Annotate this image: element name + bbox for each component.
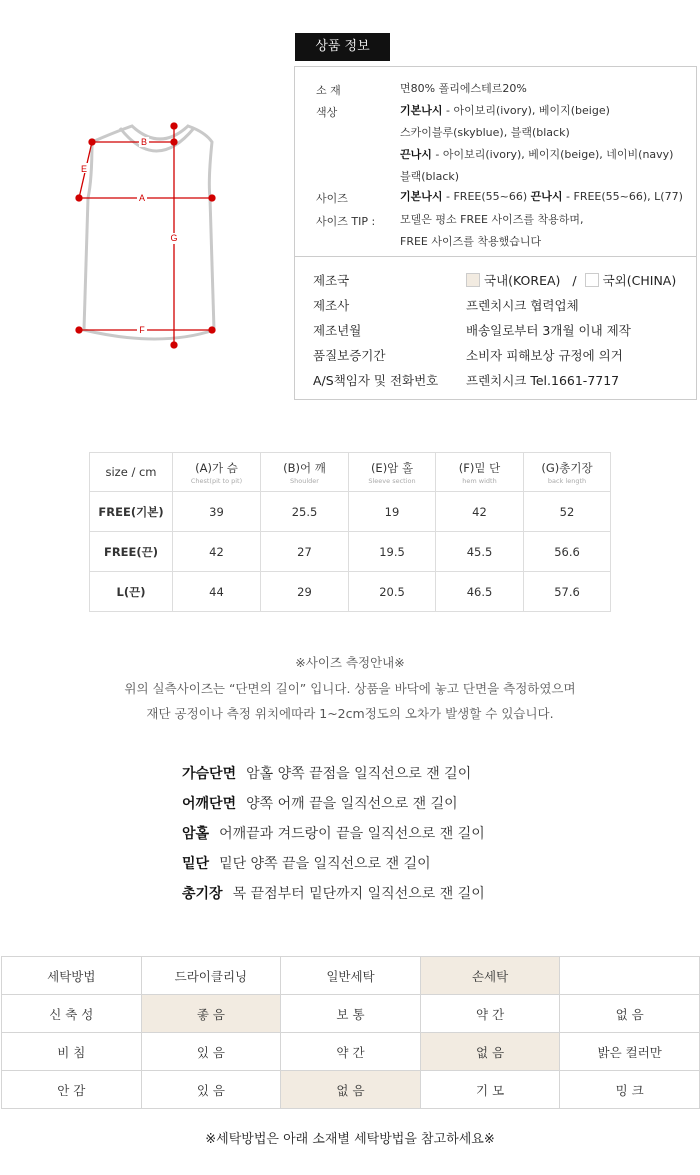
wash-note: ※세탁방법은 아래 소재별 세탁방법을 참고하세요※: [205, 1132, 495, 1147]
material-value: 면80% 폴리에스테르20%: [400, 82, 527, 95]
definition-item: 총기장 목 끝점부터 밑단까지 일직선으로 잰 길이: [182, 886, 485, 902]
wash-cell: 보 통: [281, 995, 421, 1033]
size-cell: 56.6: [524, 532, 611, 572]
label-a: A: [138, 193, 146, 203]
size-row-label: FREE(끈): [90, 532, 173, 572]
definition-item: 밑단 밑단 양쪽 끝을 일직선으로 잰 길이: [182, 856, 431, 872]
measure-note-line1: 위의 실측사이즈는 “단면의 길이” 입니다. 상품을 바닥에 놓고 단면을 측정하였으며: [124, 681, 576, 696]
label-g: G: [170, 233, 178, 243]
size-row-label: FREE(기본): [90, 492, 173, 532]
tip-label: 사이즈 TIP :: [316, 215, 376, 228]
size-header: (G)총기장 back length: [524, 453, 611, 492]
point-4: [76, 195, 82, 201]
table-row: [90, 572, 611, 612]
garment-outline: [84, 126, 214, 339]
table-row: [90, 492, 611, 532]
tip-line2: FREE 사이즈를 착용했습니다: [400, 235, 542, 248]
material-label: 소 재: [316, 84, 341, 97]
wash-cell: 약 간: [420, 995, 560, 1033]
size-cell: 52: [524, 492, 611, 532]
size-header: (A)가 슴 Chest(pit to pit): [173, 453, 261, 492]
info-title: 상품 정보: [295, 33, 390, 61]
point-7: [209, 327, 215, 333]
size-cell: 27: [261, 532, 349, 572]
size-cell: 19.5: [349, 532, 436, 572]
point-8: [171, 342, 177, 348]
size-cell: 44: [173, 572, 261, 612]
point-5: [209, 195, 215, 201]
size-cell: 45.5: [436, 532, 524, 572]
wash-cell-selected: 좋 음: [141, 995, 281, 1033]
wash-cell: 기 모: [420, 1071, 560, 1109]
checkbox-china: [585, 273, 599, 287]
wash-table: [1, 956, 700, 1109]
warranty-label: 품질보증기간: [313, 348, 386, 363]
wash-cell: 있 음: [141, 1033, 281, 1071]
as-value: 프렌치시크 Tel.1661-7717: [466, 373, 620, 388]
label-e: E: [80, 164, 88, 174]
table-row: [2, 1033, 700, 1071]
size-header: (E)암 홀 Sleeve section: [349, 453, 436, 492]
wash-cell-selected: 없 음: [281, 1071, 421, 1109]
color-strap-line2: 블랙(black): [400, 170, 460, 183]
size-header: (B)어 깨 Shoulder: [261, 453, 349, 492]
wash-cell: 비 침: [2, 1033, 142, 1071]
table-row: [2, 957, 700, 995]
point-2: [171, 123, 177, 129]
as-label: A/S책임자 및 전화번호: [313, 373, 439, 388]
table-row: [90, 532, 611, 572]
info-divider: [295, 256, 697, 257]
size-cell: 20.5: [349, 572, 436, 612]
table-row: [2, 1071, 700, 1109]
wash-cell-selected: 손세탁: [420, 957, 560, 995]
wash-cell: 밝은 컬러만: [560, 1033, 700, 1071]
size-cell: 46.5: [436, 572, 524, 612]
maker-value: 프렌치시크 협력업체: [466, 298, 579, 313]
size-header-row: [90, 453, 611, 492]
size-cell: 39: [173, 492, 261, 532]
wash-cell: 일반세탁: [281, 957, 421, 995]
wash-cell: 드라이클리닝: [141, 957, 281, 995]
date-value: 배송일로부터 3개월 이내 제작: [466, 323, 631, 338]
tip-line1: 모델은 평소 FREE 사이즈를 착용하며,: [400, 213, 584, 226]
color-basic-line1: 기본나시 - 아이보리(ivory), 베이지(beige): [400, 104, 610, 117]
definition-item: 암홀 어깨끝과 겨드랑이 끝을 일직선으로 잰 길이: [182, 826, 485, 842]
wash-cell: 신 축 성: [2, 995, 142, 1033]
wash-cell: 세탁방법: [2, 957, 142, 995]
size-cell: 19: [349, 492, 436, 532]
size-corner: size / cm: [90, 453, 173, 492]
checkbox-korea: [466, 273, 480, 287]
size-value: 기본나시 - FREE(55~66) 끈나시 - FREE(55~66), L(77): [400, 190, 683, 203]
size-header: (F)밑 단 hem width: [436, 453, 524, 492]
maker-label: 제조사: [313, 298, 350, 313]
definition-item: 어깨단면 양쪽 어깨 끝을 일직선으로 잰 길이: [182, 796, 458, 812]
color-strap-line1: 끈나시 - 아이보리(ivory), 베이지(beige), 네이비(navy): [400, 148, 674, 161]
size-table: [89, 452, 611, 612]
wash-cell: [560, 957, 700, 995]
warranty-value: 소비자 피해보상 규정에 의거: [466, 348, 623, 363]
color-label: 색상: [316, 106, 338, 119]
wash-cell: 약 간: [281, 1033, 421, 1071]
label-f: F: [139, 325, 145, 335]
origin-label: 제조국: [313, 273, 350, 288]
wash-cell: 밍 크: [560, 1071, 700, 1109]
point-6: [76, 327, 82, 333]
wash-cell: 없 음: [560, 995, 700, 1033]
point-1: [89, 139, 95, 145]
wash-cell-selected: 없 음: [420, 1033, 560, 1071]
size-cell: 25.5: [261, 492, 349, 532]
size-cell: 42: [173, 532, 261, 572]
table-row: [2, 995, 700, 1033]
size-row-label: L(끈): [90, 572, 173, 612]
measure-note-title: ※사이즈 측정안내※: [295, 655, 405, 670]
color-basic-line2: 스카이블루(skyblue), 블랙(black): [400, 126, 570, 139]
wash-cell: 있 음: [141, 1071, 281, 1109]
point-3: [171, 139, 177, 145]
size-label: 사이즈: [316, 192, 348, 205]
definition-item: 가슴단면 암홀 양쪽 끝점을 일직선으로 잰 길이: [182, 766, 472, 782]
wash-cell: 안 감: [2, 1071, 142, 1109]
size-cell: 29: [261, 572, 349, 612]
date-label: 제조년월: [313, 323, 362, 338]
size-cell: 57.6: [524, 572, 611, 612]
garment-diagram: [70, 118, 230, 354]
size-cell: 42: [436, 492, 524, 532]
origin-value: 국내(KOREA) / 국외(CHINA): [466, 271, 676, 289]
measure-note-line2: 재단 공정이나 측정 위치에따라 1~2cm정도의 오차가 발생할 수 있습니다.: [146, 706, 554, 721]
label-b: B: [140, 137, 148, 147]
